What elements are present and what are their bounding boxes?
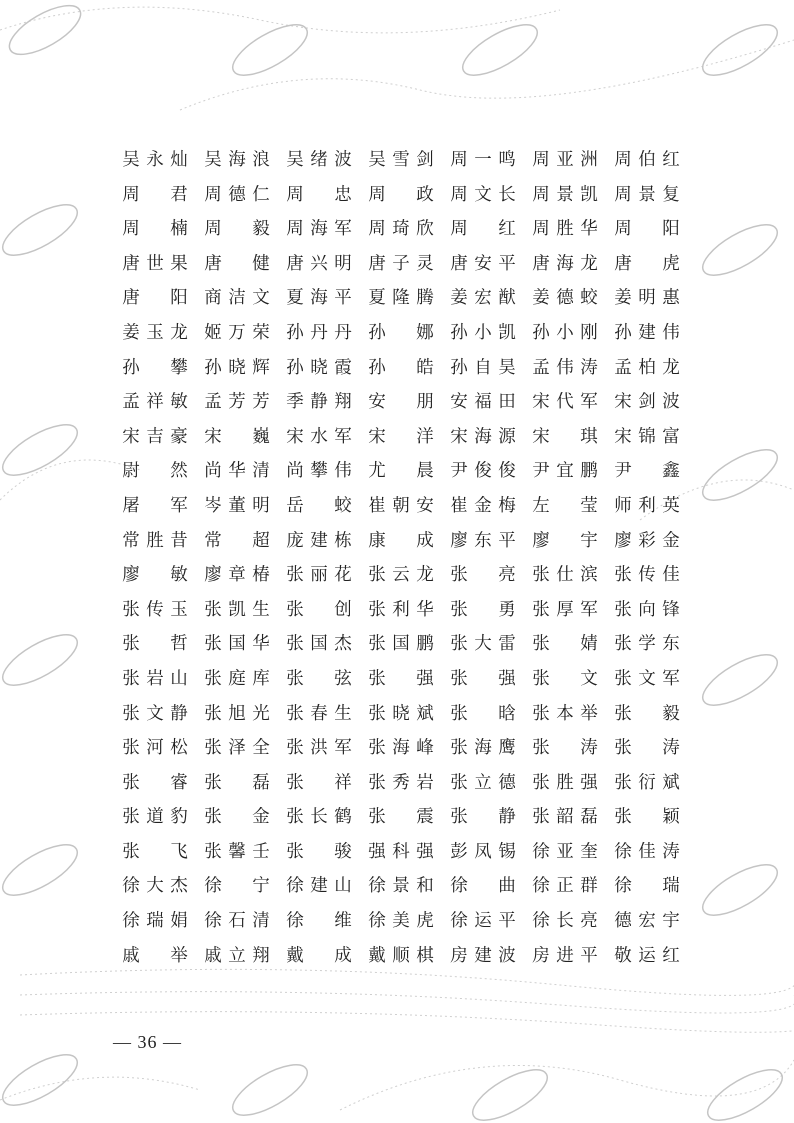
name-entry: 张 向 锋 [614,599,680,620]
name-entry: 张 仕 滨 [532,565,598,586]
name-entry: 左 莹 [532,495,598,516]
name-entry: 孙 皓 [368,357,434,378]
name-entry: 夏 海 平 [286,288,352,309]
name-entry: 唐 子 灵 [368,253,434,274]
name-entry: 张 旭 光 [204,703,270,724]
watermark-stamp [456,15,545,85]
name-entry: 张 传 佳 [614,565,680,586]
name-entry: 廖 章 椿 [204,565,270,586]
watermark-curve [20,992,794,1013]
name-entry: 孙 晓 霞 [286,357,352,378]
name-entry: 廖 彩 金 [614,530,680,551]
name-entry: 孙 小 凯 [450,322,516,343]
name-entry: 张 强 [450,668,516,689]
watermark-stamp [696,440,785,510]
name-entry: 德 宏 宇 [614,911,680,932]
name-entry: 宋 洋 [368,426,434,447]
name-entry: 戴 成 [286,945,352,966]
watermark-stamp [226,15,315,85]
name-entry: 张 文 静 [122,703,188,724]
name-entry: 姜 宏 猷 [450,288,516,309]
name-entry: 孙 小 刚 [532,322,598,343]
name-entry: 张 睿 [122,772,188,793]
name-entry: 尤 晨 [368,461,434,482]
name-entry: 张 涛 [532,738,598,759]
name-entry: 张 大 雷 [450,634,516,655]
name-entry: 张 海 鹰 [450,738,516,759]
name-entry: 吴 永 灿 [122,150,188,170]
name-entry: 周 胜 华 [532,219,598,240]
name-entry: 张 岩 山 [122,668,188,689]
watermark-stamp [226,1055,315,1123]
name-entry: 屠 军 [122,495,188,516]
name-entry: 徐 亚 奎 [532,841,598,862]
name-entry: 宋 锦 富 [614,426,680,447]
name-entry: 姜 明 惠 [614,288,680,309]
name-entry: 周 德 仁 [204,184,270,205]
name-entry: 周 亚 洲 [532,150,598,170]
name-entry: 吴 雪 剑 [368,150,434,170]
name-entry: 宋 吉 豪 [122,426,188,447]
name-entry: 周 政 [368,184,434,205]
name-entry: 张 本 举 [532,703,598,724]
name-entry: 尹 俊 俊 [450,461,516,482]
name-entry: 常 胜 昔 [122,530,188,551]
name-entry: 孙 自 昊 [450,357,516,378]
name-entry: 姜 德 蛟 [532,288,598,309]
name-entry: 张 婧 [532,634,598,655]
watermark-stamp [0,835,84,905]
name-entry: 孟 祥 敏 [122,392,188,413]
name-entry: 张 磊 [204,772,270,793]
watermark-stamp [2,0,87,64]
name-entry: 张 飞 [122,841,188,862]
name-entry: 张 衍 斌 [614,772,680,793]
watermark-curve [20,969,794,995]
name-entry: 张 海 峰 [368,738,434,759]
name-entry: 周 景 凯 [532,184,598,205]
name-entry: 宋 巍 [204,426,270,447]
name-entry: 张 国 杰 [286,634,352,655]
name-entry: 徐 长 亮 [532,911,598,932]
name-entry: 张 丽 花 [286,565,352,586]
name-entry: 常 超 [204,530,270,551]
name-entry: 徐 建 山 [286,876,352,897]
name-entry: 崔 朝 安 [368,495,434,516]
watermark-stamp [696,855,785,925]
name-entry: 尉 然 [122,461,188,482]
name-entry: 张 晗 [450,703,516,724]
name-entry: 张 国 华 [204,634,270,655]
name-entry: 戚 举 [122,945,188,966]
name-entry: 徐 瑞 娟 [122,911,188,932]
name-entry: 张 庭 库 [204,668,270,689]
name-entry: 张 骏 [286,841,352,862]
name-entry: 张 凯 生 [204,599,270,620]
page-number: — 36 — [113,1032,182,1052]
watermark-curve [340,1060,794,1110]
name-entry: 季 静 翔 [286,392,352,413]
name-entry: 孙 晓 辉 [204,357,270,378]
name-entry: 徐 大 杰 [122,876,188,897]
name-entry: 唐 兴 明 [286,253,352,274]
name-entry: 徐 佳 涛 [614,841,680,862]
name-entry: 宋 琪 [532,426,598,447]
name-entry: 安 福 田 [450,392,516,413]
names-list [110,143,692,973]
name-entry: 姬 万 荣 [204,322,270,343]
name-entry: 孟 柏 龙 [614,357,680,378]
name-entry: 孟 芳 芳 [204,392,270,413]
name-entry: 孙 娜 [368,322,434,343]
name-entry: 张 胜 强 [532,772,598,793]
name-entry: 唐 海 龙 [532,253,598,274]
name-entry: 张 馨 壬 [204,841,270,862]
name-entry: 庞 建 栋 [286,530,352,551]
name-entry: 敬 运 红 [614,945,680,966]
name-entry: 张 春 生 [286,703,352,724]
name-entry: 张 韶 磊 [532,807,598,828]
name-entry: 姜 玉 龙 [122,322,188,343]
name-entry: 师 利 英 [614,495,680,516]
name-entry: 张 秀 岩 [368,772,434,793]
name-entry: 孟 伟 涛 [532,357,598,378]
name-entry: 唐 健 [204,253,270,274]
name-entry: 康 成 [368,530,434,551]
name-entry: 周 景 复 [614,184,680,205]
name-entry: 张 立 德 [450,772,516,793]
name-entry: 徐 维 [286,911,352,932]
name-entry: 徐 景 和 [368,876,434,897]
name-entry: 张 强 [368,668,434,689]
name-entry: 张 勇 [450,599,516,620]
name-entry: 张 震 [368,807,434,828]
name-entry: 周 海 军 [286,219,352,240]
name-entry: 孙 丹 丹 [286,322,352,343]
watermark-curve [0,1077,200,1100]
watermark-stamp [701,1060,790,1123]
name-entry: 徐 石 清 [204,911,270,932]
name-entry: 张 传 玉 [122,599,188,620]
name-entry: 张 静 [450,807,516,828]
name-entry: 张 云 龙 [368,565,434,586]
name-entry: 尹 鑫 [614,461,680,482]
name-entry: 张 颖 [614,807,680,828]
watermark-stamp [696,15,785,85]
watermark-stamp [0,415,84,485]
watermark-curve [20,1010,794,1032]
watermark-stamp [0,195,84,265]
name-entry: 唐 安 平 [450,253,516,274]
name-entry: 戴 顺 棋 [368,945,434,966]
name-entry: 吴 海 浪 [204,150,270,170]
name-entry: 廖 宇 [532,530,598,551]
name-entry: 岳 蛟 [286,495,352,516]
name-entry: 安 朋 [368,392,434,413]
name-entry: 张 厚 军 [532,599,598,620]
name-entry: 孙 攀 [122,357,188,378]
watermark-stamp [0,625,84,695]
name-entry: 唐 世 果 [122,253,188,274]
name-entry: 徐 运 平 [450,911,516,932]
name-entry: 尚 攀 伟 [286,461,352,482]
name-entry: 宋 水 军 [286,426,352,447]
name-entry: 周 琦 欣 [368,219,434,240]
name-entry: 周 一 鸣 [450,150,516,170]
name-entry: 徐 美 虎 [368,911,434,932]
watermark-stamp [696,645,785,715]
name-entry: 张 金 [204,807,270,828]
name-entry: 强 科 强 [368,841,434,862]
name-entry: 张 弦 [286,668,352,689]
name-entry: 宋 代 军 [532,392,598,413]
name-entry: 唐 虎 [614,253,680,274]
name-entry: 尹 宜 鹏 [532,461,598,482]
name-entry: 张 泽 全 [204,738,270,759]
name-entry: 徐 曲 [450,876,516,897]
watermark-curve [180,40,794,110]
name-entry: 张 河 松 [122,738,188,759]
name-entry: 周 文 长 [450,184,516,205]
watermark-curve [0,7,560,33]
name-entry: 张 哲 [122,634,188,655]
name-entry: 宋 海 源 [450,426,516,447]
name-entry: 张 文 军 [614,668,680,689]
name-entry: 戚 立 翔 [204,945,270,966]
name-entry: 周 君 [122,184,188,205]
name-entry: 张 涛 [614,738,680,759]
name-entry: 张 学 东 [614,634,680,655]
name-entry: 宋 剑 波 [614,392,680,413]
name-entry: 周 伯 红 [614,150,680,170]
name-entry: 夏 隆 腾 [368,288,434,309]
name-entry: 徐 宁 [204,876,270,897]
name-entry: 张 祥 [286,772,352,793]
name-entry: 廖 敏 [122,565,188,586]
watermark-stamp [696,215,785,285]
name-entry: 徐 瑞 [614,876,680,897]
name-entry: 张 亮 [450,565,516,586]
name-entry: 房 进 平 [532,945,598,966]
name-entry: 张 利 华 [368,599,434,620]
name-entry: 崔 金 梅 [450,495,516,516]
name-entry: 张 长 鹤 [286,807,352,828]
name-entry: 周 楠 [122,219,188,240]
name-entry: 商 洁 文 [204,288,270,309]
watermark-stamp [466,1060,555,1123]
name-entry: 张 文 [532,668,598,689]
name-entry: 唐 阳 [122,288,188,309]
name-entry: 廖 东 平 [450,530,516,551]
name-entry: 周 阳 [614,219,680,240]
name-entry: 吴 绪 波 [286,150,352,170]
name-entry: 房 建 波 [450,945,516,966]
name-entry: 张 国 鹏 [368,634,434,655]
name-entry: 徐 正 群 [532,876,598,897]
name-entry: 周 毅 [204,219,270,240]
name-entry: 张 创 [286,599,352,620]
name-entry: 孙 建 伟 [614,322,680,343]
name-entry: 张 道 豹 [122,807,188,828]
name-entry: 张 毅 [614,703,680,724]
name-entry: 彭 凤 锡 [450,841,516,862]
name-entry: 周 红 [450,219,516,240]
name-entry: 岑 董 明 [204,495,270,516]
name-entry: 尚 华 清 [204,461,270,482]
name-entry: 张 洪 军 [286,738,352,759]
name-entry: 周 忠 [286,184,352,205]
name-entry: 张 晓 斌 [368,703,434,724]
watermark-stamp [0,1045,84,1115]
